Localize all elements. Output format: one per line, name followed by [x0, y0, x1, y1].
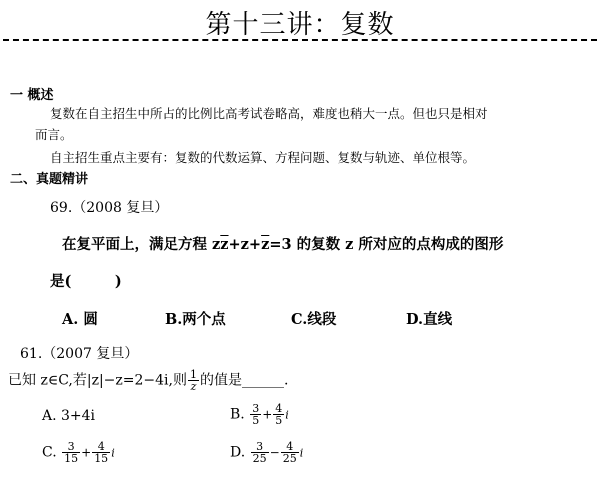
q69-option-b: B.两个点 [165, 311, 226, 328]
section-problems-heading: 二、真题精讲 [10, 172, 89, 187]
q69-zbar: $\overline{z}$ [220, 236, 229, 253]
q69-number: 69.（2008 复旦） [50, 200, 169, 216]
q69-stem-c: =3 的复数 z 所对应的点构成的图形 [269, 236, 504, 253]
q61-option-a: A. 3+4i [42, 408, 96, 424]
q69-stem-b: +z+ [228, 236, 262, 253]
q69-stem-line2: 是( ) [50, 273, 122, 290]
title-divider [3, 39, 597, 41]
q69-stem-a: 在复平面上，满足方程 z [62, 236, 221, 253]
q61-option-d: D. $\frac{3}{25}$ − $\frac{4}{25}$ i [230, 440, 304, 465]
overview-para1-line1: 复数在自主招生中所占的比例比高考试卷略高，难度也稍大一点。但也只是相对 [50, 106, 488, 121]
q69-option-a: A. 圆 [62, 311, 98, 328]
section-overview-heading: 一 概述 [10, 88, 54, 103]
q61-stem [8, 369, 288, 392]
q61-stem-b: 的值是______. [199, 372, 289, 389]
q69-option-d: D.直线 [406, 311, 453, 328]
q69-option-c: C.线段 [291, 311, 337, 328]
q61-option-c: C. $\frac{3}{15}$ + $\frac{4}{15}$ i [42, 440, 115, 465]
overview-para2: 自主招生重点主要有：复数的代数运算、方程问题、复数与轨迹、单位根等。 [50, 150, 476, 165]
q61-number: 61.（2007 复旦） [20, 346, 139, 362]
page-title: 第十三讲：复数 [205, 10, 395, 40]
q69-zbar2: $\overline{z}$ [261, 236, 270, 253]
q69-stem-line1 [62, 233, 503, 254]
overview-para1-line2: 而言。 [35, 127, 73, 142]
q61-stem-a: 已知 z∈C,若|z|−z=2−4i,则 [8, 372, 187, 389]
q61-fraction: $\frac{1}{z}$ [189, 368, 197, 393]
q61-option-b: B. $\frac{3}{5}$ + $\frac{4}{5}$ i [230, 402, 289, 427]
